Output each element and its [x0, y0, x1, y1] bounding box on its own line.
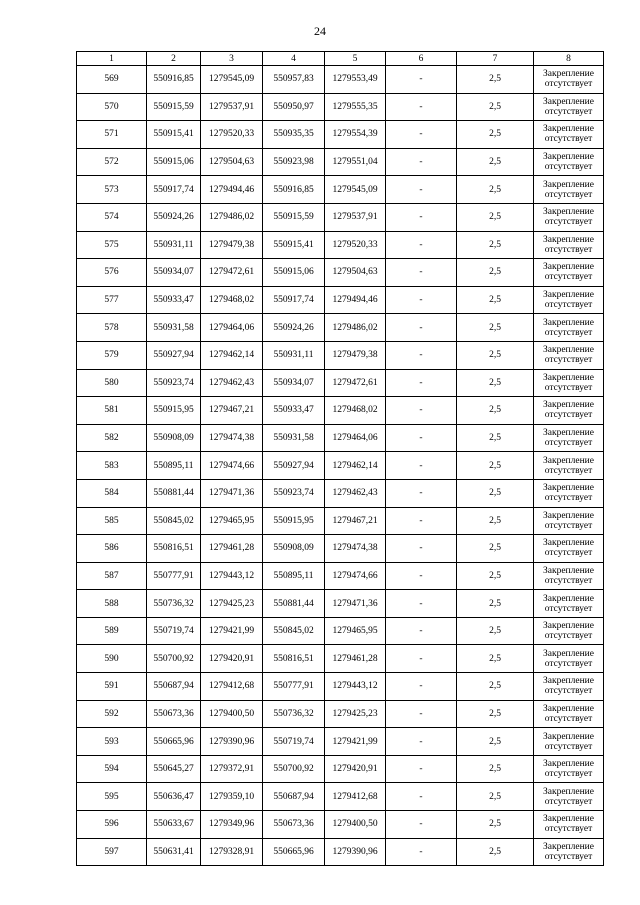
table-row [77, 286, 604, 314]
cell: 1279471,36 [201, 479, 263, 507]
cell: 2,5 [457, 314, 534, 342]
fixation-cell: Закрепление отсутствует [534, 811, 604, 839]
cell: 2,5 [457, 203, 534, 231]
cell: 550924,26 [147, 203, 201, 231]
cell: 550908,09 [263, 535, 325, 563]
table-row [77, 203, 604, 231]
cell: - [386, 259, 457, 287]
cell: - [386, 811, 457, 839]
table-row [77, 397, 604, 425]
cell: 2,5 [457, 148, 534, 176]
cell: 1279400,50 [201, 700, 263, 728]
cell: 550915,41 [147, 121, 201, 149]
point-number-cell: 578 [77, 314, 147, 342]
fixation-cell: Закрепление отсутствует [534, 397, 604, 425]
cell: 550923,74 [263, 479, 325, 507]
fixation-cell: Закрепление отсутствует [534, 673, 604, 701]
cell: 550845,02 [263, 617, 325, 645]
cell: 550736,32 [263, 700, 325, 728]
cell: 1279443,12 [201, 562, 263, 590]
cell: 550927,94 [147, 341, 201, 369]
cell: 2,5 [457, 176, 534, 204]
cell: 1279471,36 [325, 590, 386, 618]
table-row [77, 369, 604, 397]
cell: 550915,95 [263, 507, 325, 535]
point-number-cell: 575 [77, 231, 147, 259]
cell: 2,5 [457, 341, 534, 369]
column-header: 8 [534, 52, 604, 66]
fixation-cell: Закрепление отсутствует [534, 562, 604, 590]
cell: 550917,74 [147, 176, 201, 204]
cell: 1279328,91 [201, 838, 263, 866]
cell: 550673,36 [147, 700, 201, 728]
cell: 2,5 [457, 286, 534, 314]
cell: 550816,51 [263, 645, 325, 673]
cell: - [386, 479, 457, 507]
cell: - [386, 314, 457, 342]
table-row [77, 838, 604, 866]
cell: 1279479,38 [325, 341, 386, 369]
point-number-cell: 571 [77, 121, 147, 149]
point-number-cell: 569 [77, 66, 147, 94]
point-number-cell: 574 [77, 203, 147, 231]
point-number-cell: 593 [77, 728, 147, 756]
cell: 550881,44 [263, 590, 325, 618]
cell: 1279359,10 [201, 783, 263, 811]
cell: - [386, 341, 457, 369]
fixation-cell: Закрепление отсутствует [534, 424, 604, 452]
cell: 550931,58 [263, 424, 325, 452]
table-row [77, 231, 604, 259]
cell: 550700,92 [147, 645, 201, 673]
page-number: 24 [314, 24, 326, 38]
cell: 550665,96 [147, 728, 201, 756]
cell: 1279461,28 [201, 535, 263, 563]
fixation-cell: Закрепление отсутствует [534, 590, 604, 618]
point-number-cell: 591 [77, 673, 147, 701]
cell: 550777,91 [147, 562, 201, 590]
cell: - [386, 755, 457, 783]
cell: - [386, 397, 457, 425]
cell: 1279504,63 [201, 148, 263, 176]
cell: 1279462,43 [325, 479, 386, 507]
table-row [77, 148, 604, 176]
cell: 1279465,95 [201, 507, 263, 535]
cell: 550665,96 [263, 838, 325, 866]
cell: 1279537,91 [201, 93, 263, 121]
cell: 2,5 [457, 755, 534, 783]
cell: 1279520,33 [325, 231, 386, 259]
cell: 1279520,33 [201, 121, 263, 149]
point-number-cell: 580 [77, 369, 147, 397]
cell: 550687,94 [147, 673, 201, 701]
cell: 2,5 [457, 673, 534, 701]
fixation-cell: Закрепление отсутствует [534, 231, 604, 259]
cell: 1279468,02 [201, 286, 263, 314]
column-header: 3 [201, 52, 263, 66]
cell: 2,5 [457, 369, 534, 397]
cell: - [386, 590, 457, 618]
table-row [77, 617, 604, 645]
cell: 550934,07 [263, 369, 325, 397]
cell: 1279467,21 [325, 507, 386, 535]
table-row [77, 673, 604, 701]
cell: 550915,59 [147, 93, 201, 121]
cell: - [386, 424, 457, 452]
cell: 550927,94 [263, 452, 325, 480]
point-number-cell: 596 [77, 811, 147, 839]
cell: 1279420,91 [325, 755, 386, 783]
cell: 1279472,61 [325, 369, 386, 397]
cell: 550631,41 [147, 838, 201, 866]
cell: 550915,06 [263, 259, 325, 287]
cell: 1279443,12 [325, 673, 386, 701]
cell: - [386, 728, 457, 756]
cell: 550736,32 [147, 590, 201, 618]
cell: 1279474,66 [201, 452, 263, 480]
table-row [77, 424, 604, 452]
cell: - [386, 562, 457, 590]
column-header: 6 [386, 52, 457, 66]
point-number-cell: 597 [77, 838, 147, 866]
cell: 1279412,68 [325, 783, 386, 811]
table-row [77, 259, 604, 287]
cell: - [386, 700, 457, 728]
cell: 550915,41 [263, 231, 325, 259]
cell: - [386, 838, 457, 866]
cell: 1279472,61 [201, 259, 263, 287]
cell: 1279545,09 [325, 176, 386, 204]
cell: 1279494,46 [201, 176, 263, 204]
cell: 550957,83 [263, 66, 325, 94]
cell: - [386, 203, 457, 231]
point-number-cell: 583 [77, 452, 147, 480]
cell: 550916,85 [263, 176, 325, 204]
cell: - [386, 645, 457, 673]
cell: 550923,74 [147, 369, 201, 397]
cell: 550881,44 [147, 479, 201, 507]
cell: 550915,59 [263, 203, 325, 231]
cell: 2,5 [457, 811, 534, 839]
cell: 1279390,96 [325, 838, 386, 866]
fixation-cell: Закрепление отсутствует [534, 617, 604, 645]
cell: 550917,74 [263, 286, 325, 314]
cell: - [386, 121, 457, 149]
cell: 550673,36 [263, 811, 325, 839]
cell: 1279462,14 [201, 341, 263, 369]
cell: - [386, 286, 457, 314]
point-number-cell: 581 [77, 397, 147, 425]
cell: 1279464,06 [201, 314, 263, 342]
cell: 2,5 [457, 452, 534, 480]
point-number-cell: 588 [77, 590, 147, 618]
point-number-cell: 592 [77, 700, 147, 728]
cell: 550933,47 [147, 286, 201, 314]
fixation-cell: Закрепление отсутствует [534, 645, 604, 673]
cell: 2,5 [457, 728, 534, 756]
cell: - [386, 535, 457, 563]
cell: 2,5 [457, 397, 534, 425]
cell: 550633,67 [147, 811, 201, 839]
cell: - [386, 176, 457, 204]
column-header: 1 [77, 52, 147, 66]
fixation-cell: Закрепление отсутствует [534, 341, 604, 369]
cell: 550916,85 [147, 66, 201, 94]
coordinates-table [76, 51, 604, 866]
cell: 550933,47 [263, 397, 325, 425]
cell: 550931,11 [147, 231, 201, 259]
cell: 1279349,96 [201, 811, 263, 839]
point-number-cell: 577 [77, 286, 147, 314]
cell: 550931,11 [263, 341, 325, 369]
cell: 1279479,38 [201, 231, 263, 259]
fixation-cell: Закрепление отсутствует [534, 148, 604, 176]
table-header-row [77, 52, 604, 66]
fixation-cell: Закрепление отсутствует [534, 369, 604, 397]
point-number-cell: 576 [77, 259, 147, 287]
cell: - [386, 148, 457, 176]
table-row [77, 728, 604, 756]
cell: 550935,35 [263, 121, 325, 149]
cell: 2,5 [457, 259, 534, 287]
cell: 2,5 [457, 121, 534, 149]
cell: - [386, 783, 457, 811]
point-number-cell: 573 [77, 176, 147, 204]
point-number-cell: 595 [77, 783, 147, 811]
cell: 1279553,49 [325, 66, 386, 94]
cell: 550934,07 [147, 259, 201, 287]
cell: 550895,11 [147, 452, 201, 480]
table-row [77, 314, 604, 342]
cell: 2,5 [457, 783, 534, 811]
point-number-cell: 582 [77, 424, 147, 452]
cell: 1279554,39 [325, 121, 386, 149]
fixation-cell: Закрепление отсутствует [534, 479, 604, 507]
table-row [77, 66, 604, 94]
cell: 550931,58 [147, 314, 201, 342]
cell: 1279420,91 [201, 645, 263, 673]
cell: - [386, 617, 457, 645]
cell: 550924,26 [263, 314, 325, 342]
fixation-cell: Закрепление отсутствует [534, 314, 604, 342]
point-number-cell: 584 [77, 479, 147, 507]
cell: 2,5 [457, 231, 534, 259]
cell: 550895,11 [263, 562, 325, 590]
point-number-cell: 594 [77, 755, 147, 783]
cell: 1279467,21 [201, 397, 263, 425]
table-row [77, 479, 604, 507]
column-header: 5 [325, 52, 386, 66]
fixation-cell: Закрепление отсутствует [534, 755, 604, 783]
fixation-cell: Закрепление отсутствует [534, 121, 604, 149]
cell: 1279551,04 [325, 148, 386, 176]
cell: 1279421,99 [325, 728, 386, 756]
cell: 1279537,91 [325, 203, 386, 231]
cell: 1279390,96 [201, 728, 263, 756]
cell: 2,5 [457, 617, 534, 645]
table-row [77, 700, 604, 728]
cell: 1279462,14 [325, 452, 386, 480]
cell: 1279545,09 [201, 66, 263, 94]
cell: 550915,06 [147, 148, 201, 176]
cell: 2,5 [457, 590, 534, 618]
cell: - [386, 66, 457, 94]
table-row [77, 341, 604, 369]
cell: 550687,94 [263, 783, 325, 811]
point-number-cell: 570 [77, 93, 147, 121]
fixation-cell: Закрепление отсутствует [534, 286, 604, 314]
cell: 550645,27 [147, 755, 201, 783]
table-row [77, 590, 604, 618]
cell: 550908,09 [147, 424, 201, 452]
cell: 550950,97 [263, 93, 325, 121]
cell: 1279462,43 [201, 369, 263, 397]
column-header: 2 [147, 52, 201, 66]
fixation-cell: Закрепление отсутствует [534, 66, 604, 94]
cell: 550923,98 [263, 148, 325, 176]
cell: 1279504,63 [325, 259, 386, 287]
cell: 1279465,95 [325, 617, 386, 645]
cell: 1279425,23 [325, 700, 386, 728]
fixation-cell: Закрепление отсутствует [534, 452, 604, 480]
cell: 550816,51 [147, 535, 201, 563]
cell: 2,5 [457, 562, 534, 590]
cell: 1279486,02 [201, 203, 263, 231]
cell: - [386, 507, 457, 535]
cell: - [386, 452, 457, 480]
cell: 1279555,35 [325, 93, 386, 121]
cell: 550700,92 [263, 755, 325, 783]
fixation-cell: Закрепление отсутствует [534, 728, 604, 756]
cell: 2,5 [457, 479, 534, 507]
table-row [77, 783, 604, 811]
cell: 550845,02 [147, 507, 201, 535]
cell: 1279372,91 [201, 755, 263, 783]
point-number-cell: 587 [77, 562, 147, 590]
cell: 2,5 [457, 66, 534, 94]
point-number-cell: 589 [77, 617, 147, 645]
cell: 1279412,68 [201, 673, 263, 701]
fixation-cell: Закрепление отсутствует [534, 783, 604, 811]
cell: 2,5 [457, 93, 534, 121]
cell: 1279425,23 [201, 590, 263, 618]
table-body [77, 66, 604, 866]
cell: - [386, 231, 457, 259]
table-row [77, 755, 604, 783]
point-number-cell: 579 [77, 341, 147, 369]
cell: 2,5 [457, 838, 534, 866]
table-row [77, 121, 604, 149]
cell: - [386, 369, 457, 397]
cell: 1279494,46 [325, 286, 386, 314]
point-number-cell: 572 [77, 148, 147, 176]
table-row [77, 562, 604, 590]
cell: - [386, 93, 457, 121]
cell: 2,5 [457, 535, 534, 563]
fixation-cell: Закрепление отсутствует [534, 838, 604, 866]
column-header: 7 [457, 52, 534, 66]
fixation-cell: Закрепление отсутствует [534, 259, 604, 287]
fixation-cell: Закрепление отсутствует [534, 507, 604, 535]
table-row [77, 645, 604, 673]
fixation-cell: Закрепление отсутствует [534, 93, 604, 121]
fixation-cell: Закрепление отсутствует [534, 535, 604, 563]
table-row [77, 176, 604, 204]
cell: 2,5 [457, 645, 534, 673]
cell: 1279400,50 [325, 811, 386, 839]
table-row [77, 93, 604, 121]
cell: 550777,91 [263, 673, 325, 701]
cell: 1279421,99 [201, 617, 263, 645]
column-header: 4 [263, 52, 325, 66]
point-number-cell: 585 [77, 507, 147, 535]
fixation-cell: Закрепление отсутствует [534, 700, 604, 728]
fixation-cell: Закрепление отсутствует [534, 176, 604, 204]
cell: 2,5 [457, 700, 534, 728]
cell: 1279486,02 [325, 314, 386, 342]
cell: 1279461,28 [325, 645, 386, 673]
cell: 1279464,06 [325, 424, 386, 452]
cell: 1279474,38 [325, 535, 386, 563]
cell: 550719,74 [147, 617, 201, 645]
table-row [77, 452, 604, 480]
point-number-cell: 586 [77, 535, 147, 563]
cell: 1279468,02 [325, 397, 386, 425]
cell: - [386, 673, 457, 701]
point-number-cell: 590 [77, 645, 147, 673]
cell: 1279474,66 [325, 562, 386, 590]
cell: 2,5 [457, 507, 534, 535]
table-row [77, 507, 604, 535]
table-row [77, 811, 604, 839]
cell: 550636,47 [147, 783, 201, 811]
cell: 550719,74 [263, 728, 325, 756]
fixation-cell: Закрепление отсутствует [534, 203, 604, 231]
cell: 1279474,38 [201, 424, 263, 452]
table-row [77, 535, 604, 563]
cell: 2,5 [457, 424, 534, 452]
cell: 550915,95 [147, 397, 201, 425]
